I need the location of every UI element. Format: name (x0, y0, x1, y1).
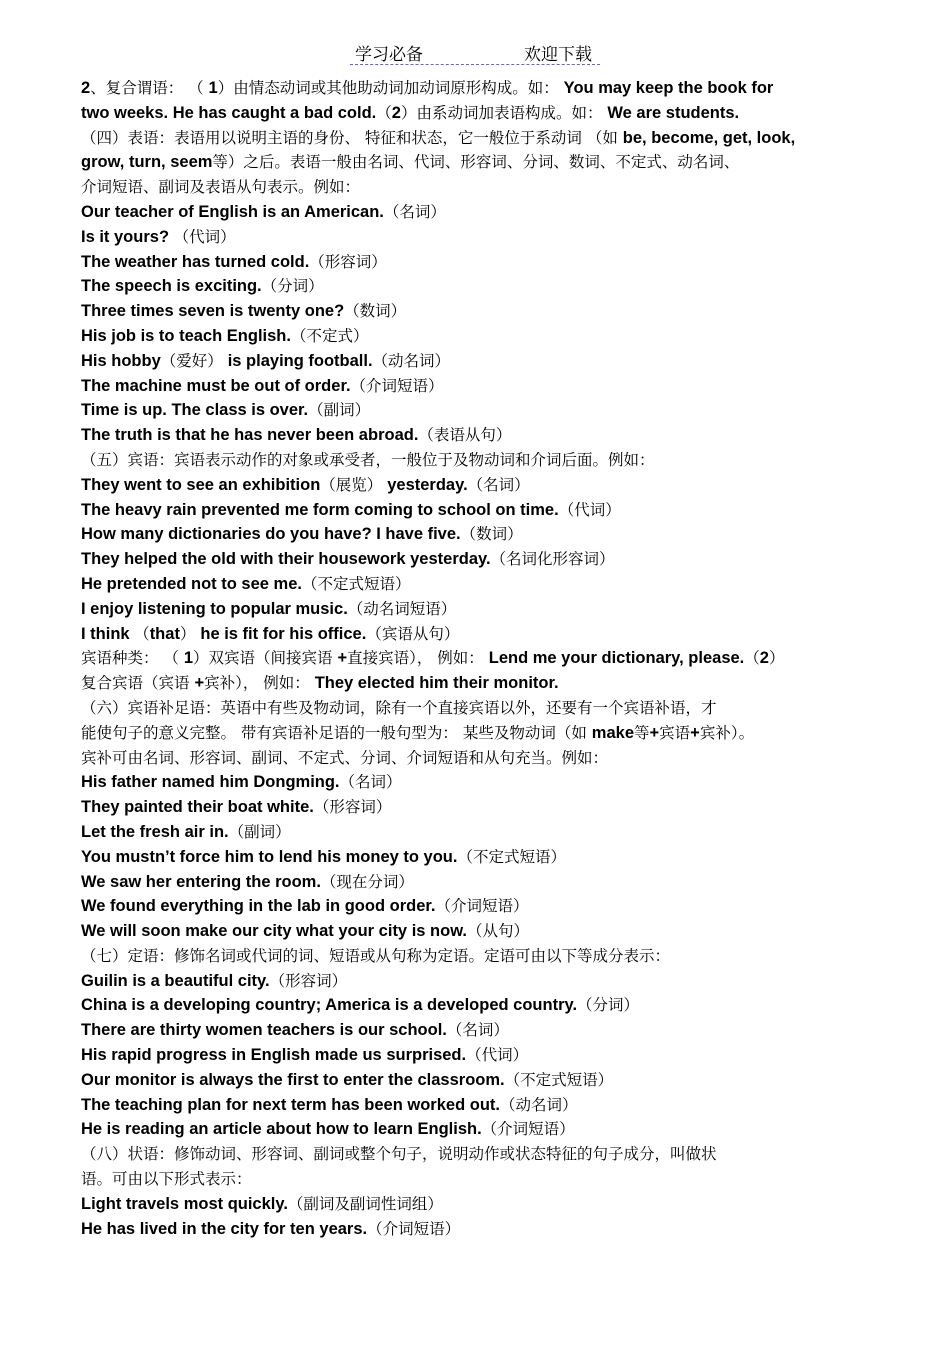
text-line (81, 374, 901, 399)
chinese-text: （ (134, 624, 150, 643)
text-line (81, 473, 901, 498)
text-line (81, 969, 901, 994)
english-text: Is it yours? (81, 227, 174, 246)
chinese-text: ）由情态动词或其他助动词加动词原形构成。如： (217, 79, 564, 97)
chinese-text: （名词化形容词） (490, 550, 615, 569)
english-text: I enjoy listening to popular music. (81, 599, 348, 618)
chinese-text: （ (744, 649, 760, 668)
text-line (81, 622, 901, 647)
text-line (81, 1068, 901, 1093)
english-text: The heavy rain prevented me form coming to school on time. (81, 500, 559, 519)
text-line (81, 845, 901, 870)
chinese-text: （四）表语：表语用以说明主语的身份、 特征和状态，它一般位于系动词 （如 (81, 128, 623, 147)
chinese-text: （副词） (228, 822, 291, 841)
chinese-text: （宾语从句） (366, 624, 460, 643)
chinese-text: 等 (634, 723, 650, 742)
text-line (81, 299, 901, 324)
page-header (0, 40, 950, 66)
english-text: yesterday. (387, 475, 468, 494)
english-text: + (194, 674, 205, 693)
text-line (81, 1117, 901, 1142)
text-line (81, 944, 901, 969)
text-line (81, 324, 901, 349)
header-left-text: 学习必备 (355, 45, 423, 65)
text-line (81, 200, 901, 225)
chinese-text: （动名词短语） (347, 599, 457, 618)
text-line (81, 572, 901, 597)
chinese-text: （名词） (467, 475, 530, 494)
text-line (81, 448, 901, 473)
chinese-text: （名词） (339, 773, 402, 792)
chinese-text: （代词） (558, 500, 621, 519)
chinese-text: （副词及副词性词组） (287, 1194, 443, 1213)
chinese-text: 介词短语、副词及表语从句表示。例如： (81, 178, 361, 197)
text-line (81, 498, 901, 523)
text-line (81, 770, 901, 795)
chinese-text: （展览） (320, 475, 388, 494)
english-text: Our monitor is always the first to enter the classroom. (81, 1070, 505, 1089)
chinese-text: 语。可由以下形式表示： (81, 1170, 252, 1189)
chinese-text: 复合宾语（宾语 (81, 674, 195, 693)
chinese-text: （形容词） (309, 252, 387, 271)
chinese-text: 宾补）， 例如： (204, 674, 315, 693)
chinese-text: （不定式短语） (301, 574, 411, 593)
text-line (81, 795, 901, 820)
english-text: There are thirty women teachers is our school. (81, 1021, 447, 1040)
text-line (81, 349, 901, 374)
english-text: China is a developing country; America is a developed country. (81, 996, 578, 1015)
english-text: + (649, 723, 660, 742)
english-text: 2 (391, 103, 401, 122)
english-text: be, become, get, look, (622, 128, 796, 147)
text-line (81, 547, 901, 572)
chinese-text: （爱好） (160, 351, 228, 370)
chinese-text: 、复合谓语： （ (90, 79, 209, 97)
english-text: He has lived in the city for ten years. (81, 1219, 368, 1238)
text-line (81, 1192, 901, 1217)
chinese-text: （形容词） (269, 971, 348, 990)
english-text: 1 (208, 79, 218, 97)
chinese-text: （现在分词） (320, 872, 414, 891)
english-text: His job is to teach English. (81, 326, 291, 345)
english-text: We will soon make our city what your city is now. (81, 922, 468, 941)
chinese-text: （五）宾语：宾语表示动作的对象或承受者，一般位于及物动词和介词后面。例如： (81, 450, 655, 469)
text-line (81, 1142, 901, 1167)
text-line (81, 423, 901, 448)
english-text: The machine must be out of order. (81, 376, 351, 395)
english-text: Time is up. The class is over. (81, 401, 309, 420)
english-text: They painted their boat white. (81, 798, 314, 817)
chinese-text: （分词） (261, 277, 324, 296)
english-text: We are students. (607, 103, 740, 122)
chinese-text: （介词短语） (367, 1219, 461, 1238)
text-line (81, 101, 901, 126)
english-text: You mustn’t force him to lend his money to you. (81, 847, 458, 866)
text-line (81, 894, 901, 919)
text-line (81, 76, 901, 101)
english-text: They went to see an exhibition (81, 475, 321, 494)
english-text: make (591, 723, 634, 742)
english-text: Lend me your dictionary, please. (488, 649, 745, 668)
text-line (81, 597, 901, 622)
chinese-text: ） (179, 624, 201, 643)
english-text: I think (81, 624, 135, 643)
chinese-text: 宾补）。 (699, 723, 755, 742)
english-text: two weeks. He has caught a bad cold. (81, 103, 377, 122)
text-line (81, 1093, 901, 1118)
english-text: + (337, 649, 348, 668)
chinese-text: （副词） (308, 401, 371, 420)
chinese-text: 宾语 (659, 723, 691, 742)
english-text: is playing football. (227, 351, 373, 370)
english-text: that (149, 624, 180, 643)
text-line (81, 671, 901, 696)
chinese-text: （动名词） (500, 1095, 578, 1114)
english-text: He is reading an article about how to learn English. (81, 1120, 482, 1139)
english-text: Our teacher of English is an American. (81, 202, 384, 221)
chinese-text: ）由系动词加表语构成。如： (400, 103, 608, 122)
english-text: + (690, 723, 700, 742)
english-text: 2 (81, 79, 91, 97)
english-text: His father named him Dongming. (81, 773, 340, 792)
text-line (81, 398, 901, 423)
text-line (81, 919, 901, 944)
english-text: His hobby (81, 351, 161, 370)
english-text: The speech is exciting. (81, 277, 262, 296)
chinese-text: （形容词） (313, 798, 392, 817)
chinese-text: （ (376, 103, 392, 122)
chinese-text: （从句） (467, 922, 530, 941)
text-line (81, 225, 901, 250)
chinese-text: （介词短语） (435, 897, 529, 916)
english-text: You may keep the book for (563, 79, 774, 97)
text-line (81, 522, 901, 547)
chinese-text: （六）宾语补足语：英语中有些及物动词，除有一个直接宾语以外，还要有一个宾语补语，才 (81, 698, 717, 717)
text-line (81, 1043, 901, 1068)
chinese-text: （介词短语） (481, 1120, 575, 1139)
text-line (81, 646, 901, 671)
header-divider (350, 64, 600, 65)
chinese-text: （介词短语） (350, 376, 444, 395)
chinese-text: （不定式短语） (504, 1070, 614, 1089)
text-line (81, 150, 901, 175)
chinese-text: （数词） (344, 302, 407, 321)
english-text: Guilin is a beautiful city. (81, 971, 270, 990)
english-text: 2 (759, 649, 769, 668)
english-text: The truth is that he has never been abroad. (81, 426, 419, 445)
chinese-text: （名词） (446, 1021, 509, 1040)
text-line (81, 746, 901, 771)
english-text: How many dictionaries do you have? I have five. (81, 525, 461, 544)
text-line (81, 870, 901, 895)
text-line (81, 126, 901, 151)
english-text: Three times seven is twenty one? (81, 302, 345, 321)
chinese-text: （表语从句） (418, 426, 512, 445)
text-line (81, 250, 901, 275)
english-text: The teaching plan for next term has been worked out. (81, 1095, 500, 1114)
english-text: he is fit for his office. (200, 624, 367, 643)
english-text: The weather has turned cold. (81, 252, 310, 271)
english-text: We found everything in the lab in good order. (81, 897, 436, 916)
text-line (81, 820, 901, 845)
chinese-text: （不定式短语） (457, 847, 566, 866)
chinese-text: （数词） (460, 525, 523, 544)
header-right-text: 欢迎下载 (524, 45, 592, 65)
text-line (81, 1018, 901, 1043)
english-text: He pretended not to see me. (81, 574, 302, 593)
text-line (81, 175, 901, 200)
text-line (81, 721, 901, 746)
english-text: They helped the old with their housework yesterday. (81, 550, 491, 569)
chinese-text: 宾语种类： （ (81, 649, 184, 668)
english-text: 1 (183, 649, 194, 668)
chinese-text: 能使句子的意义完整。 带有宾语补足语的一般句型为： 某些及物动词（如 (81, 723, 592, 742)
chinese-text: （名词） (383, 202, 446, 221)
english-text: Let the fresh air in. (81, 822, 229, 841)
english-text: Light travels most quickly. (81, 1194, 288, 1213)
chinese-text: （七）定语：修饰名词或代词的词、短语或从句称为定语。定语可由以下等成分表示： (81, 946, 671, 965)
chinese-text: ）双宾语（间接宾语 (193, 649, 338, 668)
chinese-text: （不定式） (290, 326, 369, 345)
chinese-text: （代词） (466, 1046, 529, 1065)
document-body (81, 76, 901, 1241)
english-text: We saw her entering the room. (81, 872, 321, 891)
text-line (81, 1217, 901, 1242)
english-text: grow, turn, seem (81, 153, 213, 172)
chinese-text: （分词） (577, 996, 640, 1015)
chinese-text: （八）状语：修饰动词、形容词、副词或整个句子，说明动作或状态特征的句子成分，叫做状 (81, 1145, 717, 1164)
text-line (81, 993, 901, 1018)
chinese-text: （动名词） (372, 351, 451, 370)
chinese-text: 宾补可由名词、形容词、副词、不定式、分词、介词短语和从句充当。例如： (81, 748, 609, 767)
english-text: His rapid progress in English made us surprised. (81, 1046, 467, 1065)
text-line (81, 696, 901, 721)
chinese-text: ） (768, 649, 785, 668)
text-line (81, 274, 901, 299)
text-line (81, 1167, 901, 1192)
english-text: They elected him their monitor. (314, 674, 559, 693)
chinese-text: 等）之后。表语一般由名词、代词、形容词、分词、数词、不定式、动名词、 (212, 153, 740, 172)
chinese-text: （代词） (173, 227, 236, 246)
chinese-text: 直接宾语）， 例如： (347, 649, 489, 668)
